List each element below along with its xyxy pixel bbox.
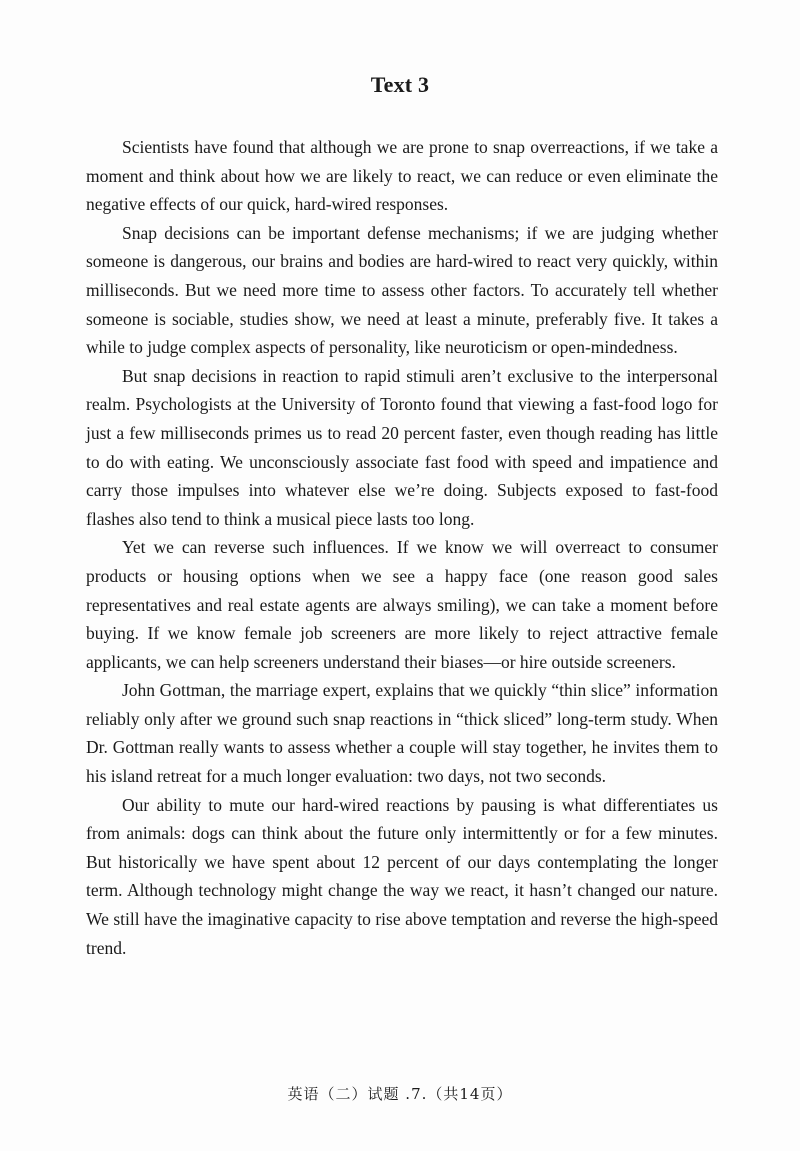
- paragraph-6: Our ability to mute our hard-wired reactions by pausing is what differentiates us from animals: dogs can think about the future only intermittently or for a few minutes. But historically we have spent about 12 percent of our days contemplating the longer term. Although technology might change the way we react, it hasn’t changed our nature. We still have the imaginative capacity to rise above temptation and reverse the high-speed trend.: [86, 794, 718, 958]
- page-title: Text 3: [370, 72, 430, 97]
- paragraph-1: Scientists have found that although we are prone to snap overreactions, if we take a moment and think about how we are likely to react, we can reduce or even eliminate the negative effects of our quick, hard-wired responses.: [86, 137, 718, 215]
- article-body: [86, 133, 718, 962]
- paragraph-2: Snap decisions can be important defense mechanisms; if we are judging whether someone is dangerous, our brains and bodies are hard-wired to react very quickly, within milliseconds. But we need more time to assess other factors. To accurately tell whether someone is sociable, studies show, we need at least a minute, preferably five. It takes a while to judge complex aspects of personality, like neuroticism or open-mindedness.: [86, 222, 718, 358]
- paragraph-4: Yet we can reverse such influences. If we know we will overreact to consumer products or housing options when we see a happy face (one reason good sales representatives and real estate agents are always smiling), we can take a moment before buying. If we know female job screeners are more likely to reject attractive female applicants, we can help screeners understand their biases—or hire outside screeners.: [86, 537, 718, 672]
- page-footer: 英语（二）试题 .7.（共14页）: [287, 1085, 513, 1103]
- paragraph-3: But snap decisions in reaction to rapid stimuli aren’t exclusive to the interpersonal realm. Psychologists at the University of Toronto found that viewing a fast-food logo for just a few milliseconds primes us to read 20 percent faster, even though reading has little to do with eating. We unconsciously associate fast food with speed and impatience and carry those impulses into whatever else we’re doing. Subjects exposed to fast-food flashes also tend to think a musical piece lasts too long.: [86, 365, 718, 529]
- paragraph-5: John Gottman, the marriage expert, explains that we quickly “thin slice” information reliably only after we ground such snap reactions in “thick sliced” long-term study. When Dr. Gottman really wants to assess whether a couple will stay together, he invites them to his island retreat for a much longer evaluation: two days, not two seconds.: [86, 680, 718, 787]
